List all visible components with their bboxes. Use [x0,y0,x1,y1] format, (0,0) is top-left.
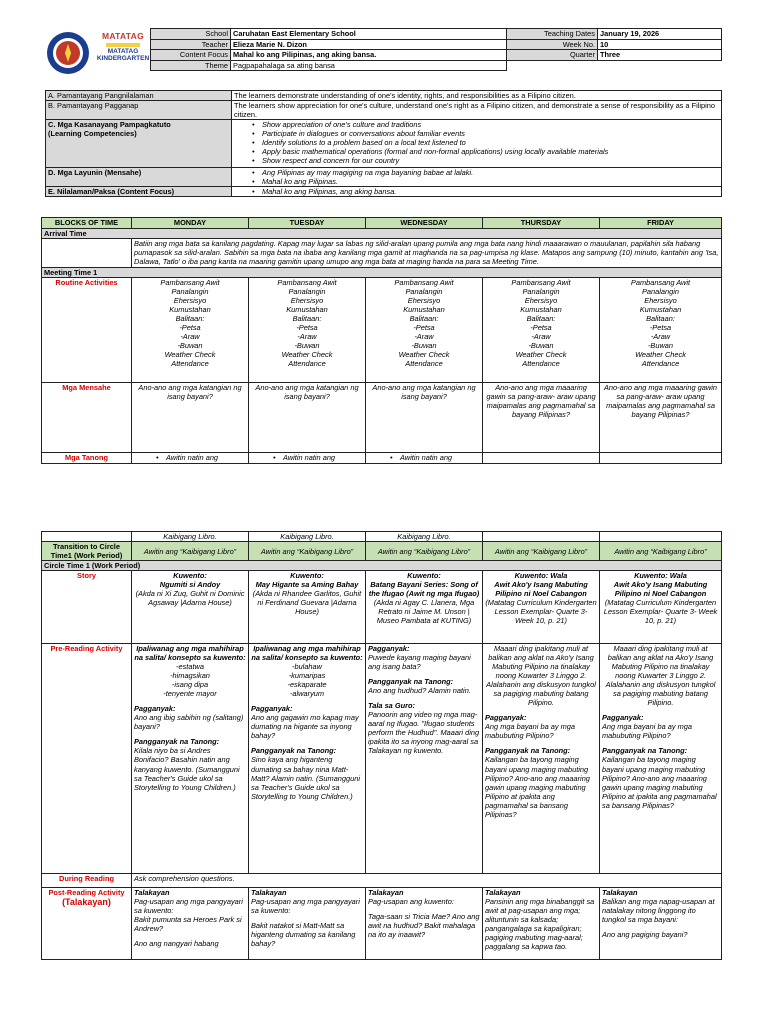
routine-thursday: Pambansang Awit Panalangin Ehersisyo Kumustahan Balitaan: -Petsa -Araw -Buwan Weather Check Attendance [483,278,600,383]
schedule-header-row [42,218,722,229]
standard-c-label: C. Mga Kasanayang Pampagkatuto [48,120,171,130]
post-reading-monday: Talakayan Pag-usapan ang mga pangyayari sa kuwento: Bakit pumunta sa Heroes Park si Andrew? Ano ang nangyari habang [132,888,249,960]
pre-reading-label: Pre-Reading Activity [42,644,132,874]
post-reading-friday: Talakayan Balikan ang mga napag-usapan at natalakay nitong linggong ito tungkol sa mga bayani: Ano ang pagiging bayani? [600,888,722,960]
deped-seal-icon [46,31,90,75]
logo-sub-kindergarten: KINDERGARTEN [96,55,150,63]
story-friday: Kuwento: Wala Awit Ako'y Isang Mabuting Pilipino ni Noel Cabangon (Matatag Curriculum Kindergarten Lesson Exemplar- Quarte 3- Week 10, p. 21) [600,571,722,644]
header-right-table [506,28,722,70]
carry-tuesday: Kaibigang Libro. [249,532,366,542]
transition-sublabel: Time1 (Work Period) [50,551,123,561]
day-header-tuesday: TUESDAY [249,218,366,229]
week-no-label: Week No. [507,39,598,50]
mensahe-monday: Ano-ano ang mga katangian ng isang bayani? [132,383,249,453]
objectives-list [234,168,719,186]
content-focus-label: Content Focus [151,50,231,61]
day-header-wednesday: WEDNESDAY [366,218,483,229]
day-header-friday: FRIDAY [600,218,722,229]
logo-sub-matatag: MATATAG [107,48,139,55]
standard-e-label: E. Nilalaman/Paksa (Content Focus) [46,187,232,197]
routine-friday: Pambansang Awit Panalangin Ehersisyo Kumustahan Balitaan: -Petsa -Araw -Buwan Weather Check Attendance [600,278,722,383]
pre-reading-friday: Maaari ding ipakitang muli at balikan ang aklat na Ako'y Isang Mabuting Pilipino na tinalakay noong Kuwarter 3 Linggo 2. Alalahanin ang diskusyon tungkol sa pagiging mabuting batang Pilipino. Pagganyak: Ang mga bayani ba ay mga mabubuting Pilipino? Pangganyak na Tanong: Kailangan ba tayong maging bayani upang maging mabuting Pilipino? Ano-ano ang maaaring gawin upang maging mabuting Pilipino at ipakita ang pagmamahal sa bansang Pilipinas? [600,644,722,874]
quarter-label: Quarter [507,50,598,61]
school-label: School [151,29,231,40]
arrival-time-label: Arrival Time [42,229,722,239]
routine-wednesday: Pambansang Awit Panalangin Ehersisyo Kumustahan Balitaan: -Petsa -Araw -Buwan Weather Check Attendance [366,278,483,383]
transition-monday: Awitin ang “Kaibigang Libro” [132,542,249,561]
post-reading-wednesday: Talakayan Pag-usapan ang kuwento: Taga-saan si Tricia Mae? Ano ang awit na hudhud? Bakit mahalaga na ito ay inaawit? [366,888,483,960]
school-value: Caruhatan East Elementary School [231,29,507,40]
carry-monday: Kaibigang Libro. [132,532,249,542]
teaching-dates-label: Teaching Dates [507,29,598,40]
tanong-wednesday: • Awitin natin ang [400,453,480,462]
mensahe-thursday: Ano-ano ang mga maaaring gawin sa pang-araw- araw upang maipamalas ang pagmamahal sa bayang Pilipinas? [483,383,600,453]
mga-mensahe-label: Mga Mensahe [42,383,132,453]
during-reading-label: During Reading [42,874,132,888]
content-focus-value: Mahal ko ang Pilipinas, ang aking bansa. [231,50,507,61]
post-reading-sublabel: (Talakayan) [62,897,111,908]
pre-reading-tuesday: Ipaliwanag ang mga mahihirap na salita/ konsepto sa kuwento: -bulahaw -kumaripas -eskaparate -alwaryum Pagganyak: Ano ang gagawin mo kapag may dumating na higante sa inyong bahay? Pangganyak na Tanong: Sino kaya ang higanteng dumating sa bahay nina Matt-Matt? Alamin natin. (Sumangguni sa Teacher's Guide ukol sa Storytelling to Young Children.) [249,644,366,874]
header-left-table [150,28,507,71]
post-reading-thursday: Talakayan Pansinin ang mga binabanggit sa awit at pag-usapan ang mga; alituntunin sa kalsada; pangangalaga sa kapaligiran; pagiging mabuting mag-aaral; paggalang sa kapwa tao. [483,888,600,960]
matatag-logo-text: MATATAG [101,31,145,41]
story-monday: Kuwento: Ngumiti si Andoy (Akda ni Xi Zuq, Guhit ni Dominic Agsaway |Adarna House) [132,571,249,644]
pre-reading-thursday: Maaari ding ipakitang muli at balikan ang aklat na Ako'y Isang Mabuting Pilipino na tinalakay noong Kuwarter 3 Linggo 2. Alalahanin ang diskusyon tungkol sa pagiging mabuting batang Pilipino. Pagganyak: Ang mga bayani ba ay mga mabubuting Pilipino? Pangganyak na Tanong: Kailangan ba tayong maging bayani upang maging mabuting Pilipino? Ano-ano ang maaaring gawin upang maging mabuting Pilipino at ipakita ang pagmamahal sa bansang Pilipinas? [483,644,600,874]
quarter-value: Three [598,50,722,61]
competency-item: • Show appreciation of one's culture and traditions [262,120,719,129]
story-label: Story [42,571,132,644]
story-wednesday: Kuwento: Batang Bayani Series: Song of the Ifugao (Awit ng mga Ifugao) (Akda ni Agay C. Llanera, Mga Retrato ni Jaime M. Unson | Museo Pambata at KUTING) [366,571,483,644]
story-thursday: Kuwento: Wala Awit Ako'y Isang Mabuting Pilipino ni Noel Cabangon (Matatag Curriculum Kindergarten Lesson Exemplar- Quarte 3- Week 10, p. 21) [483,571,600,644]
teacher-value: Elieza Marie N. Dizon [231,39,507,50]
standard-a-value: The learners demonstrate understanding of one's identity, rights, and responsibilities as a Filipino citizen. [232,91,722,101]
mga-tanong-label: Mga Tanong [42,453,132,464]
teacher-label: Teacher [151,39,231,50]
standard-d-label: D. Mga Layunin (Mensahe) [46,168,232,187]
competencies-list [234,120,719,165]
pre-reading-wednesday: Pagganyak: Puwede kayang maging bayani ang isang bata? Pangganyak na Tanong: Ano ang hudhud? Alamin natin. Tala sa Guro: Panoorin ang video ng mga mag-aaral ng Ifugao. "Ifugao students perform the Hudhud". Maaari ding ipakita ito sa inyong mag-aaral sa Talakayan ng kuwento. [366,644,483,874]
content-item: • Mahal ko ang Pilipinas, ang aking bansa. [262,187,719,196]
schedule-table-page2 [41,531,722,960]
logo-area [44,28,150,80]
transition-label: Transition to Circle [53,542,120,552]
transition-friday: Awitin ang “Kaibigang Libro” [600,542,722,561]
objective-item: • Ang Pilipinas ay may magiging na mga bayaning babae at lalaki. [262,168,719,177]
circle-time-label: Circle Time 1 (Work Period) [42,561,722,571]
objective-item: • Mahal ko ang Pilipinas. [262,177,719,186]
content-list [234,187,719,196]
transition-wednesday: Awitin ang “Kaibigang Libro” [366,542,483,561]
tanong-monday: • Awitin natin ang [166,453,246,462]
competency-item: • Participate in dialogues or conversations about familiar events [262,129,719,138]
week-no-value: 10 [598,39,722,50]
schedule-table [41,217,722,464]
blocks-of-time-header: BLOCKS OF TIME [42,218,132,229]
during-reading-text: Ask comprehension questions. [132,874,722,888]
routine-activities-label: Routine Activities [42,278,132,383]
mensahe-wednesday: Ano-ano ang mga katangian ng isang bayani? [366,383,483,453]
day-header-monday: MONDAY [132,218,249,229]
arrival-time-text: Batiin ang mga bata sa kanilang pagdating. Kapag may lugar sa labas ng silid-aralan upang pumila ang mga bata nang hindi maaarawan o mauulanan, papilahin sila habang pumapasok sa silid-aralan. Sabihin sa mga bata na ibaba ang kanilang mga gamit at maghanda na sa pag-umpisa ng klase. Matapos ang sampung (10) minuto, kantahin ang 'Isa, Dalawa, Tatlo' o iba pang kanta na maaring gamitin upang umupo ang mga bata at maging handa na para sa Meeting Time. [132,239,722,268]
competency-item: • Show respect and concern for our country [262,156,719,165]
standard-a-label: A. Pamantayang Pangnilalaman [46,91,232,101]
mensahe-tuesday: Ano-ano ang mga katangian ng isang bayani? [249,383,366,453]
standard-b-label: B. Pamantayang Pagganap [46,101,232,120]
pre-reading-monday: Ipaliwanag ang mga mahihirap na salita/ konsepto sa kuwento: -estatwa -himagsikan -isang dipa -tenyente mayor Pagganyak: Ano ang ibig sabihin ng (salitang) bayani? Pangganyak na Tanong: Kilala niyo ba si Andres Bonifacio? Basahin natin ang kanyang kuwento. (Sumangguni sa Teacher's Guide ukol sa Storytelling to Young Children.) [132,644,249,874]
post-reading-label: Post-Reading Activity [48,888,125,898]
day-header-thursday: THURSDAY [483,218,600,229]
theme-label: Theme [151,60,231,71]
competency-item: • Identify solutions to a problem based on a local text listened to [262,138,719,147]
tanong-tuesday: • Awitin natin ang [283,453,363,462]
story-tuesday: Kuwento: May Higante sa Aming Bahay (Akda ni Rhandee Garlitos, Guhit ni Ferdinand Guevara |Adarna House) [249,571,366,644]
routine-monday: Pambansang Awit Panalangin Ehersisyo Kumustahan Balitaan: -Petsa -Araw -Buwan Weather Check Attendance [132,278,249,383]
teaching-dates-value: January 19, 2026 [598,29,722,40]
mensahe-friday: Ano-ano ang mga maaaring gawin sa pang-araw- araw upang maipamalas ang pagmamahal sa bayang Pilipinas? [600,383,722,453]
standard-c-sublabel: (Learning Competencies) [48,129,137,139]
competency-item: • Apply basic mathematical operations (formal and non-formal applications) using locally available materials [262,147,719,156]
routine-tuesday: Pambansang Awit Panalangin Ehersisyo Kumustahan Balitaan: -Petsa -Araw -Buwan Weather Check Attendance [249,278,366,383]
meeting-time-label: Meeting Time 1 [42,268,722,278]
transition-tuesday: Awitin ang “Kaibigang Libro” [249,542,366,561]
post-reading-tuesday: Talakayan Pag-usapan ang mga pangyayari sa kuwento: Bakit natakot si Matt-Matt sa higanteng dumating sa kanilang bahay? [249,888,366,960]
standard-b-value: The learners show appreciation for one's culture, understand one's right as a Filipino citizen, and demonstrate a sense of responsibility as a Filipino citizen. [232,101,722,120]
standards-table [45,90,722,197]
carry-wednesday: Kaibigang Libro. [366,532,483,542]
logo-stripe [106,43,140,47]
theme-value: Pagpapahalaga sa ating bansa [231,60,507,71]
transition-thursday: Awitin ang “Kaibigang Libro” [483,542,600,561]
